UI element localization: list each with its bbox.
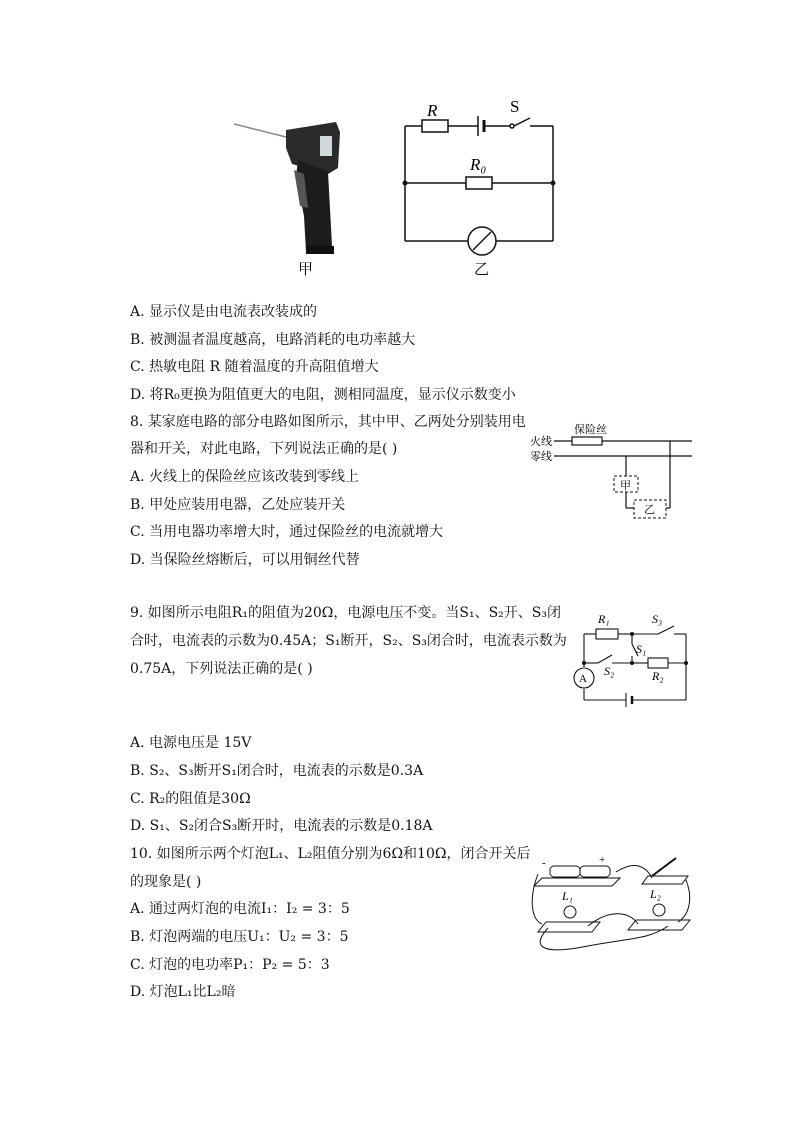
- label-r: R: [427, 101, 438, 120]
- label-s2: S₂: [604, 664, 615, 678]
- battery-positive-label: +: [599, 854, 606, 866]
- label-s1: S₁: [636, 642, 647, 656]
- figure-label-right: 乙: [474, 262, 490, 276]
- option-d: D. 将R₀更换为阻值更大的电阻，测相同温度，显示仪示数变小: [130, 387, 516, 403]
- option-a: A. 通过两灯泡的电流I₁：I₂ = 3：5: [130, 901, 350, 917]
- option-b: B. 灯泡两端的电压U₁：U₂ = 3：5: [130, 929, 349, 945]
- q9-stem-line2: 合时，电流表的示数为0.45A；S₁断开，S₂、S₃闭合时，电流表示数为: [130, 633, 567, 649]
- option-b: B. S₂、S₃断开S₁闭合时，电流表的示数是0.3A: [130, 763, 424, 779]
- q9-stem-line1: 9. 如图所示电阻R₁的阻值为20Ω，电源电压不变。当S₁、S₂开、S₃闭: [130, 605, 561, 621]
- label-r1: R₁: [598, 612, 610, 626]
- q10-lamp-circuit-figure: [528, 850, 694, 954]
- q10-figure-svg: [528, 850, 694, 954]
- label-fuse: 保险丝: [574, 424, 607, 436]
- q9-circuit-figure: [568, 608, 692, 708]
- q9-stem-line3: 0.75A，下列说法正确的是( ): [130, 661, 313, 677]
- q10-stem-line1: 10. 如图所示两个灯泡L₁、L₂阻值分别为6Ω和10Ω，闭合开关后: [130, 846, 531, 862]
- option-d: D. S₁、S₂闭合S₃断开时，电流表的示数是0.18A: [130, 818, 433, 834]
- figure-thermometer-circuit: [228, 96, 558, 276]
- lamp-l1-label: L₁: [562, 889, 573, 903]
- option-a: A. 火线上的保险丝应该改装到零线上: [130, 469, 360, 485]
- infrared-thermometer-icon: [234, 122, 340, 254]
- q8-household-circuit-figure: [530, 420, 694, 526]
- circuit-diagram: [405, 116, 553, 255]
- option-c: C. 热敏电阻 R 随着温度的升高阻值增大: [130, 359, 379, 375]
- option-c: C. 当用电器功率增大时，通过保险丝的电流就增大: [130, 524, 444, 540]
- battery-negative-label: -: [542, 857, 546, 869]
- option-c: C. 灯泡的电功率P₁：P₂ = 5：3: [130, 957, 330, 973]
- label-box-a: 甲: [620, 480, 631, 492]
- option-d: D. 当保险丝熔断后，可以用铜丝代替: [130, 552, 360, 568]
- option-a: A. 电源电压是 15V: [130, 735, 252, 751]
- q9-figure-svg: [568, 608, 692, 708]
- q10-stem-line2: 的现象是( ): [130, 874, 202, 890]
- option-a: A. 显示仪是由电流表改装成的: [130, 304, 318, 320]
- q8-stem-line1: 8. 某家庭电路的部分电路如图所示，其中甲、乙两处分别装用电: [130, 414, 526, 430]
- option-b: B. 被测温者温度越高，电路消耗的电功率越大: [130, 332, 416, 348]
- label-r2: R₂: [652, 669, 664, 683]
- label-live-wire: 火线: [530, 436, 552, 448]
- label-s: S: [510, 97, 520, 116]
- figure-label-left: 甲: [298, 262, 314, 276]
- q8-stem-line2: 器和开关，对此电路，下列说法正确的是( ): [130, 441, 398, 457]
- option-d: D. 灯泡L₁比L₂暗: [130, 984, 236, 1000]
- label-r0: R₀: [470, 155, 487, 174]
- option-c: C. R₂的阻值是30Ω: [130, 791, 251, 807]
- label-s3: S₃: [652, 612, 663, 626]
- figure-svg: [228, 96, 558, 276]
- label-box-b: 乙: [644, 504, 655, 516]
- ammeter-label: A: [579, 673, 587, 685]
- q8-figure-svg: [530, 420, 694, 526]
- label-neutral-wire: 零线: [530, 451, 552, 463]
- lamp-l2-label: L₂: [650, 887, 661, 901]
- option-b: B. 甲处应装用电器，乙处应装开关: [130, 497, 346, 513]
